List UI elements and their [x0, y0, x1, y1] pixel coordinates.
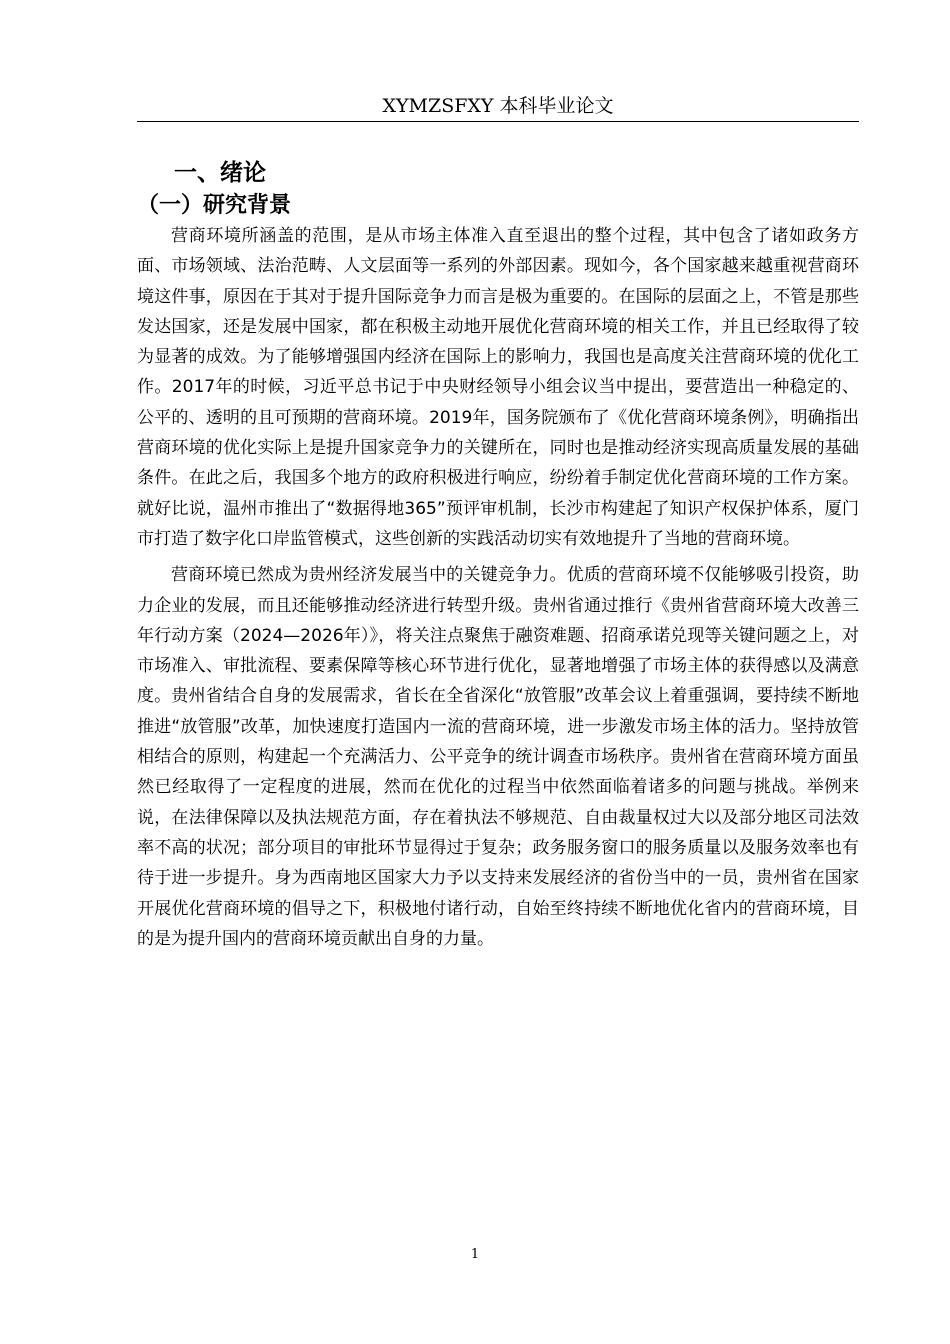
paragraph: 营商环境已然成为贵州经济发展当中的关键竞争力。优质的营商环境不仅能够吸引投资，助力企业的发展，而且还能够推动经济进行转型升级。贵州省通过推行《贵州省营商环境大改善三年行动方案（2024—2026年）》，将关注点聚焦于融资难题、招商承诺兑现等关键问题之上，对市场准入、审批流程、要素保障等核心环节进行优化，显著地增强了市场主体的获得感以及满意度。贵州省结合自身的发展需求，省长在全省深化“放管服”改革会议上着重强调，要持续不断地推进“放管服”改革，加快速度打造国内一流的营商环境，进一步激发市场主体的活力。坚持放管相结合的原则，构建起一个充满活力、公平竞争的统计调查市场秩序。贵州省在营商环境方面虽然已经取得了一定程度的进展，然而在优化的过程当中依然面临着诸多的问题与挑战。举例来说，在法律保障以及执法规范方面，存在着执法不够规范、自由裁量权过大以及部分地区司法效率不高的状况；部分项目的审批环节显得过于复杂；政务服务窗口的服务质量以及服务效率也有待于进一步提升。身为西南地区国家大力予以支持来发展经济的省份当中的一员，贵州省在国家开展优化营商环境的倡导之下，积极地付诸行动，自始至终持续不断地优化省内的营商环境，目的是为提升国内的营商环境贡献出自身的力量。: [137, 565, 859, 949]
paragraph: 营商环境所涵盖的范围，是从市场主体准入直至退出的整个过程，其中包含了诸如政务方面、市场领域、法治范畴、人文层面等一系列的外部因素。现如今，各个国家越来越重视营商环境这件事，原因在于其对于提升国际竞争力而言是极为重要的。在国际的层面之上，不管是那些发达国家，还是发展中国家，都在积极主动地开展优化营商环境的相关工作，并且已经取得了较为显著的成效。为了能够增强国内经济在国际上的影响力，我国也是高度关注营商环境的优化工作。2017年的时候，习近平总书记于中央财经领导小组会议当中提出，要营造出一种稳定的、公平的、透明的且可预期的营商环境。2019年，国务院颁布了《优化营商环境条例》，明确指出营商环境的优化实际上是提升国家竞争力的关键所在，同时也是推动经济实现高质量发展的基础条件。在此之后，我国多个地方的政府积极进行响应，纷纷着手制定优化营商环境的工作方案。就好比说，温州市推出了“数据得地365”预评审机制，长沙市构建起了知识产权保护体系，厦门市打造了数字化口岸监管模式，这些创新的实践活动切实有效地提升了当地的营商环境。: [137, 226, 859, 549]
page-header-title: XYMZSFXY 本科毕业论文: [382, 95, 614, 117]
header-divider: [137, 121, 859, 122]
chapter-heading: 一、绪论: [174, 160, 266, 186]
page-number: 1: [470, 1247, 480, 1262]
section-heading: （一）研究背景: [137, 193, 292, 218]
body-text: [137, 221, 859, 960]
